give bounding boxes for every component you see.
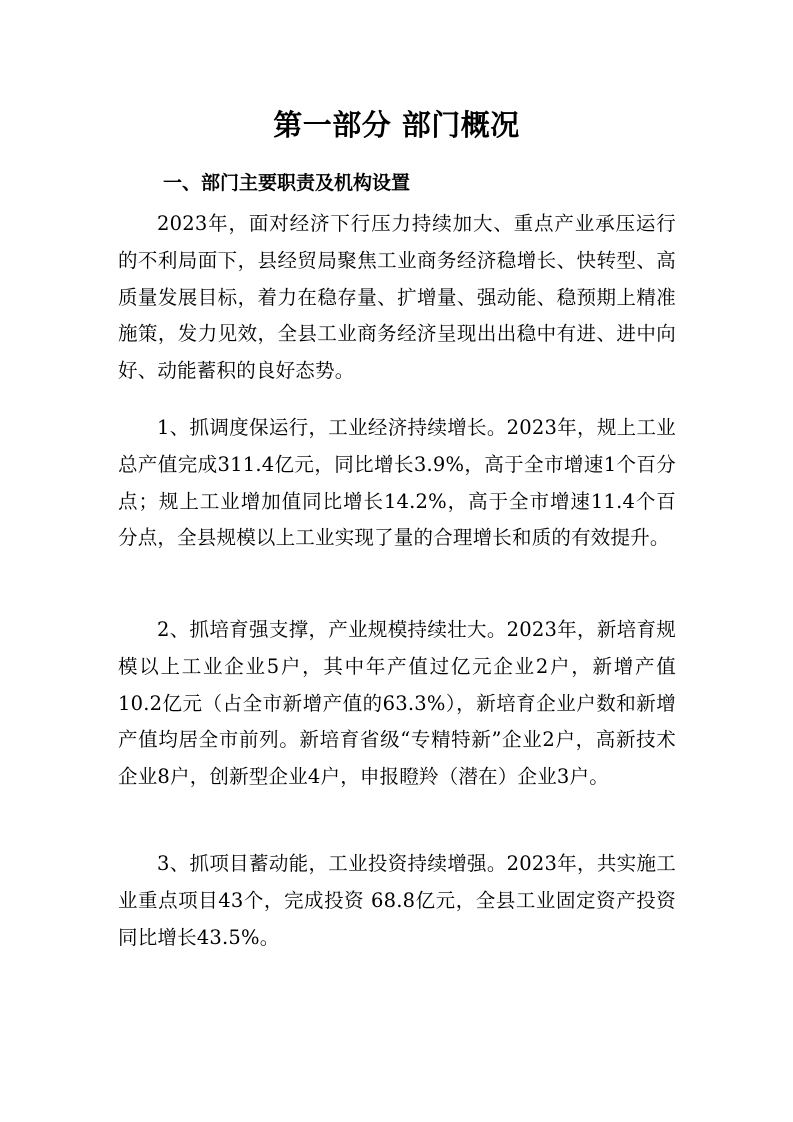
paragraph-item-1: 1、抓调度保运行，工业经济持续增长。2023年，规上工业总产值完成311.4亿元，同比增长3.9%，高于全市增速1个百分点；规上工业增加值同比增长14.2%，高于全市增速11.4个百分点，全县规模以上工业实现了量的合理增长和质的有效提升。 <box>118 416 676 550</box>
paragraph-intro: 2023年，面对经济下行压力持续加大、重点产业承压运行的不利局面下，县经贸局聚焦工业商务经济稳增长、快转型、高质量发展目标，着力在稳存量、扩增量、强动能、稳预期上精准施策，发力见效，全县工业商务经济呈现出出稳中有进、进中向好、动能蓄积的良好态势。 <box>118 212 676 383</box>
section-heading: 一、部门主要职责及机构设置 <box>163 172 411 194</box>
paragraph-item-3: 3、抓项目蓄动能，工业投资持续增强。2023年，共实施工业重点项目43个，完成投资 68.8亿元，全县工业固定资产投资同比增长43.5%。 <box>118 852 676 949</box>
paragraph-item-2: 2、抓培育强支撑，产业规模持续壮大。2023年，新培育规模以上工业企业5户，其中年产值过亿元企业2户，新增产值10.2亿元（占全市新增产值的63.3%），新培育企业户数和新增产值均居全市前列。新培育省级“专精特新”企业2户，高新技术企业8户，创新型企业4户，申报瞪羚（潜在）企业3户。 <box>118 618 676 789</box>
page-title: 第一部分 部门概况 <box>273 108 520 142</box>
